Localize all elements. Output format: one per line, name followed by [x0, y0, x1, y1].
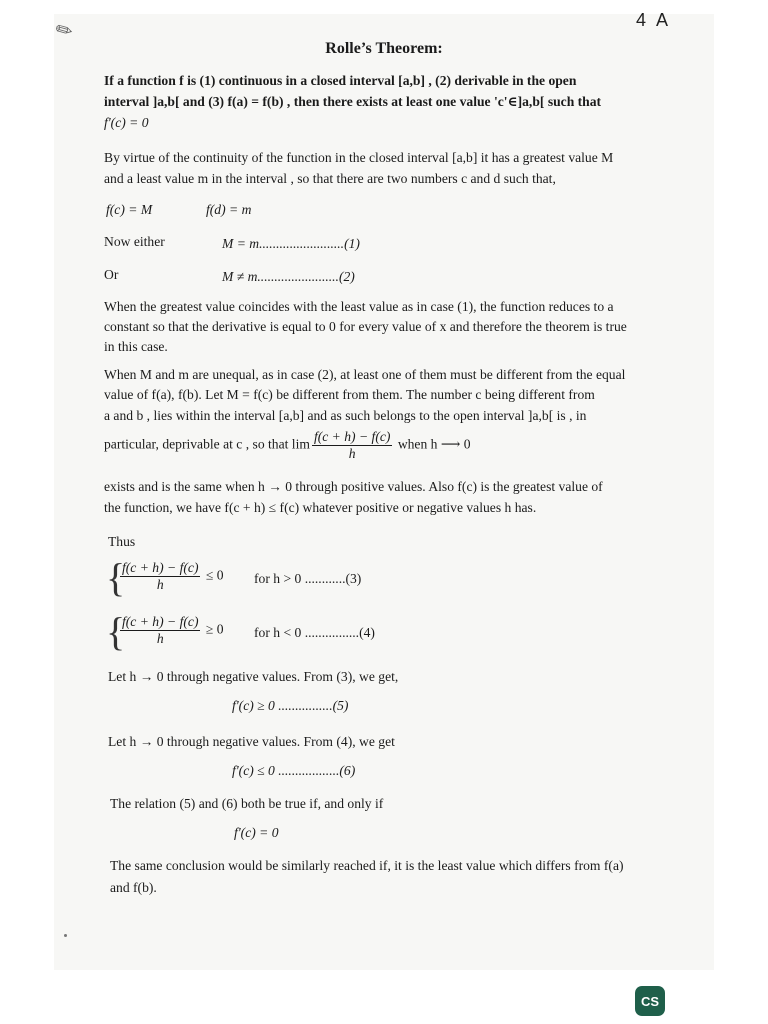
- paragraph-4-line-1: exists and is the same when h → 0 through positive values. Also f(c) is the greatest value of: [104, 479, 603, 494]
- relation-statement: The relation (5) and (6) both be true if, and only if: [110, 796, 384, 811]
- paragraph-3-line-3: a and b , lies within the interval [a,b] and as such belongs to the open interval ]a,b[ is , in: [104, 408, 587, 423]
- conclusion-line-1: The same conclusion would be similarly reached if, it is the least value which differs from f(a): [110, 858, 624, 873]
- paragraph-2-line-1: When the greatest value coincides with the least value as in case (1), the function reduces to a: [104, 299, 614, 314]
- equation-fd: f(d) = m: [206, 202, 252, 217]
- limit-fraction-numerator: f(c + h) − f(c): [313, 429, 391, 444]
- inequality-3-relation: ≤ 0: [205, 567, 224, 583]
- limit-text-suffix: when h ⟶ 0: [397, 436, 471, 452]
- paragraph-1-line-2: and a least value m in the interval , so that there are two numbers c and d such that,: [104, 171, 556, 186]
- paragraph-3-line-2: value of f(a), f(b). Let M = f(c) be different from them. The number c being different from: [104, 387, 595, 402]
- inequality-4-relation: ≥ 0: [205, 621, 224, 637]
- let-statement-1: Let h → 0 through negative values. From (3), we get,: [108, 669, 399, 684]
- theorem-line-1: If a function f is (1) continuous in a closed interval [a,b] , (2) derivable in the open: [104, 73, 577, 88]
- thus-label: Thus: [108, 534, 136, 549]
- paragraph-2-line-3: in this case.: [104, 339, 168, 354]
- limit-text-prefix: particular, deprivable at c , so that lim: [104, 436, 310, 452]
- equation-fc: f(c) = M: [106, 202, 153, 217]
- scan-speck: [64, 934, 67, 937]
- inequality-4-numerator: f(c + h) − f(c): [122, 614, 199, 629]
- paragraph-3-line-1: When M and m are unequal, as in case (2), at least one of them must be different from the equal: [104, 367, 626, 382]
- inequality-4-denominator: h: [156, 631, 164, 646]
- paragraph-4-line-2: the function, we have f(c + h) ≤ f(c) whatever positive or negative values h has.: [104, 500, 537, 515]
- paragraph-2-line-2: constant so that the derivative is equal to 0 for every value of x and therefore the theorem is true: [104, 319, 627, 334]
- equation-final: f'(c) = 0: [234, 825, 279, 840]
- brace-3: {: [106, 555, 126, 600]
- page-title: Rolle’s Theorem:: [325, 40, 443, 57]
- limit-fraction-denominator: h: [348, 446, 356, 461]
- camscanner-logo-icon: CS: [635, 986, 665, 1016]
- paragraph-3-line-4: [104, 429, 471, 462]
- pen-mark-icon: ✎: [51, 17, 78, 45]
- inequality-3-condition: for h > 0 ............(3): [254, 571, 362, 586]
- equation-1: M = m.........................(1): [222, 236, 360, 251]
- inequality-3: [118, 560, 224, 593]
- or-label: Or: [104, 267, 119, 282]
- equation-6: f'(c) ≤ 0 ..................(6): [232, 763, 356, 778]
- theorem-line-2: interval ]a,b[ and (3) f(a) = f(b) , then there exists at least one value 'c'∈]a,b[ such that: [104, 94, 602, 109]
- paragraph-1-line-1: By virtue of the continuity of the function in the closed interval [a,b] it has a greatest value M: [104, 150, 614, 165]
- inequality-3-denominator: h: [156, 577, 164, 592]
- conclusion-line-2: and f(b).: [110, 880, 157, 895]
- brace-4: {: [106, 609, 126, 654]
- theorem-line-3: f'(c) = 0: [104, 115, 149, 130]
- equation-2: M ≠ m........................(2): [222, 269, 355, 284]
- let-statement-2: Let h → 0 through negative values. From (4), we get: [108, 734, 395, 749]
- inequality-3-numerator: f(c + h) − f(c): [122, 560, 199, 575]
- limit-fraction: [312, 429, 392, 462]
- now-either-label: Now either: [104, 234, 165, 249]
- equation-5: f'(c) ≥ 0 ................(5): [232, 698, 349, 713]
- inequality-4: [118, 614, 224, 647]
- inequality-3-fraction: [120, 560, 200, 593]
- inequality-4-fraction: [120, 614, 200, 647]
- inequality-4-condition: for h < 0 ................(4): [254, 625, 375, 640]
- page-number: 4 A: [636, 10, 672, 30]
